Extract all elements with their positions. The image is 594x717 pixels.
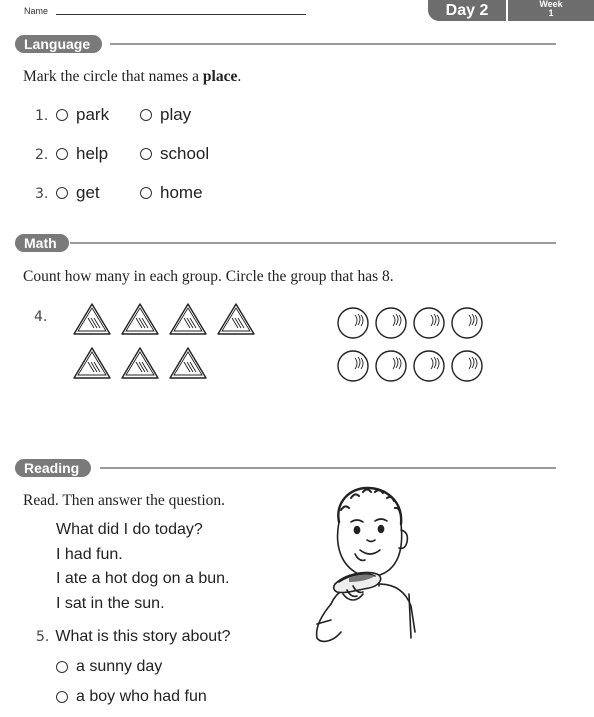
radio-circle-icon[interactable] (56, 691, 68, 703)
question-number: 5. (36, 629, 50, 645)
radio-circle-icon[interactable] (140, 148, 152, 160)
radio-circle-icon[interactable] (56, 661, 68, 673)
story-line: What did I do today? (56, 521, 203, 538)
option-label: home (160, 183, 203, 202)
week-tab (508, 0, 594, 21)
triangle-icon (170, 304, 206, 334)
story-text (56, 518, 229, 616)
triangle-icon (74, 348, 110, 378)
question-number: 3. (35, 186, 49, 202)
story-line: I had fun. (56, 545, 123, 563)
circle-icon (452, 351, 482, 381)
week-label: Week (539, 0, 563, 9)
circle-icon (414, 351, 444, 381)
triangle-icon (170, 348, 206, 378)
answer-option[interactable] (140, 105, 191, 125)
answer-option[interactable] (56, 688, 207, 706)
radio-circle-icon[interactable] (56, 187, 68, 199)
triangle-icon (122, 304, 158, 334)
radio-circle-icon[interactable] (140, 109, 152, 121)
math-instruction: Count how many in each group. Circle the group that has 8. (23, 268, 394, 285)
name-label: Name (24, 6, 49, 16)
answer-option[interactable] (140, 144, 209, 164)
question-number: 2. (35, 147, 49, 163)
instruction-period: . (237, 68, 242, 85)
question-text: What is this story about? (55, 628, 231, 645)
section-header-math: Math (15, 234, 69, 252)
answer-option[interactable] (56, 183, 100, 203)
circle-group[interactable] (336, 302, 492, 388)
radio-circle-icon[interactable] (140, 187, 152, 199)
option-label: help (76, 144, 109, 163)
circle-icon (452, 308, 482, 338)
triangle-icon (74, 304, 110, 334)
option-label: park (76, 105, 110, 124)
instruction-text: Mark the circle that names a (23, 68, 203, 85)
radio-circle-icon[interactable] (56, 148, 68, 160)
circle-icon (338, 308, 368, 338)
section-header-reading: Reading (15, 459, 91, 477)
triangle-group[interactable] (70, 300, 260, 380)
option-label: a boy who had fun (76, 688, 207, 705)
instruction-bold-word: place (202, 68, 238, 85)
option-label: a sunny day (76, 658, 163, 675)
name-line[interactable] (56, 14, 306, 15)
answer-option[interactable] (56, 105, 109, 125)
question-number: 4. (34, 309, 48, 325)
answer-option[interactable] (56, 658, 162, 676)
story-line: I sat in the sun. (56, 594, 165, 612)
answer-option[interactable] (56, 144, 108, 164)
section-header-language: Language (15, 35, 102, 53)
triangle-icon (218, 304, 254, 334)
week-number: 1 (548, 8, 554, 18)
circle-icon (338, 351, 368, 381)
reading-instruction: Read. Then answer the question. (23, 492, 226, 509)
boy-eating-hotdog-illustration (305, 482, 425, 658)
option-label: school (160, 144, 210, 163)
triangle-icon (122, 348, 158, 378)
language-instruction (23, 68, 241, 86)
circle-icon (376, 351, 406, 381)
section-divider (70, 242, 556, 244)
answer-option[interactable] (140, 183, 203, 203)
option-label: play (160, 105, 192, 124)
question-number: 1. (35, 108, 49, 124)
day-tab: Day 2 (428, 0, 506, 21)
radio-circle-icon[interactable] (56, 109, 68, 121)
section-divider (110, 43, 556, 45)
section-divider (100, 467, 556, 469)
circle-icon (376, 308, 406, 338)
option-label: get (76, 183, 100, 202)
circle-icon (414, 308, 444, 338)
reading-question (36, 628, 231, 646)
story-line: I ate a hot dog on a bun. (56, 570, 230, 587)
